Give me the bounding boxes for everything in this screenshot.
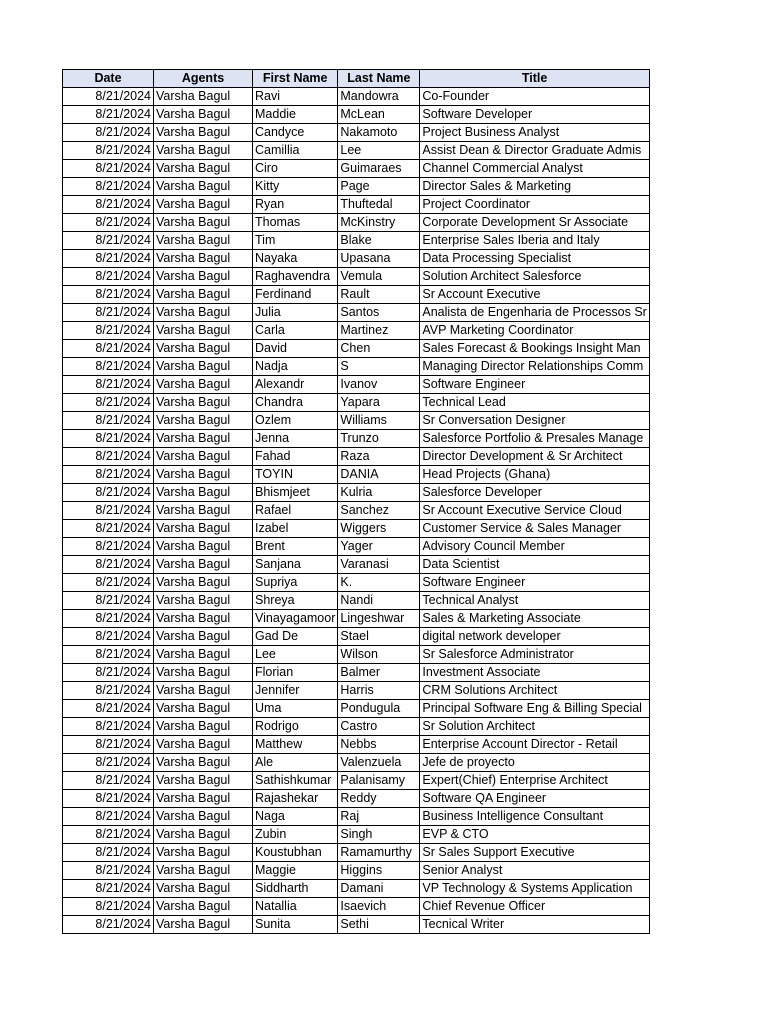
date-cell[interactable]: 8/21/2024	[63, 628, 154, 646]
last-name-cell[interactable]: Sethi	[338, 916, 420, 934]
date-cell[interactable]: 8/21/2024	[63, 106, 154, 124]
title-cell[interactable]: Sr Salesforce Administrator	[420, 646, 649, 664]
title-cell[interactable]: Principal Software Eng & Billing Special	[420, 700, 649, 718]
first-name-cell[interactable]: Nadja	[253, 358, 338, 376]
title-cell[interactable]: Solution Architect Salesforce	[420, 268, 649, 286]
last-name-cell[interactable]: Castro	[338, 718, 420, 736]
table-row	[63, 646, 650, 664]
date-cell[interactable]: 8/21/2024	[63, 790, 154, 808]
last-name-cell[interactable]: Nakamoto	[338, 124, 420, 142]
first-name-cell[interactable]: Lee	[253, 646, 338, 664]
agent-cell[interactable]: Varsha Bagul	[154, 898, 253, 916]
date-cell[interactable]: 8/21/2024	[63, 466, 154, 484]
title-cell[interactable]: Software Developer	[420, 106, 649, 124]
table-row	[63, 502, 650, 520]
title-cell[interactable]: Software Engineer	[420, 574, 649, 592]
first-name-cell[interactable]: Nayaka	[253, 250, 338, 268]
agent-cell[interactable]: Varsha Bagul	[154, 862, 253, 880]
last-name-cell[interactable]: Stael	[338, 628, 420, 646]
table-row	[63, 538, 650, 556]
first-name-cell[interactable]: Chandra	[253, 394, 338, 412]
first-name-cell[interactable]: Sanjana	[253, 556, 338, 574]
first-name-cell[interactable]: Ravi	[253, 88, 338, 106]
date-cell[interactable]: 8/21/2024	[63, 124, 154, 142]
last-name-cell[interactable]: Rault	[338, 286, 420, 304]
agent-cell[interactable]: Varsha Bagul	[154, 142, 253, 160]
table-row	[63, 574, 650, 592]
first-name-cell[interactable]: Siddharth	[253, 880, 338, 898]
column-header-title[interactable]: Title	[420, 70, 649, 88]
last-name-cell[interactable]: Wilson	[338, 646, 420, 664]
last-name-cell[interactable]: Sanchez	[338, 502, 420, 520]
date-cell[interactable]: 8/21/2024	[63, 268, 154, 286]
date-cell[interactable]: 8/21/2024	[63, 772, 154, 790]
first-name-cell[interactable]: Julia	[253, 304, 338, 322]
title-cell[interactable]: Analista de Engenharia de Processos Sr	[420, 304, 649, 322]
first-name-cell[interactable]: Candyce	[253, 124, 338, 142]
date-cell[interactable]: 8/21/2024	[63, 502, 154, 520]
first-name-cell[interactable]: Ferdinand	[253, 286, 338, 304]
table-row	[63, 142, 650, 160]
table-row	[63, 466, 650, 484]
last-name-cell[interactable]: Nebbs	[338, 736, 420, 754]
last-name-cell[interactable]: Guimaraes	[338, 160, 420, 178]
table-row	[63, 358, 650, 376]
date-cell[interactable]: 8/21/2024	[63, 574, 154, 592]
last-name-cell[interactable]: Pondugula	[338, 700, 420, 718]
agent-cell[interactable]: Varsha Bagul	[154, 124, 253, 142]
date-cell[interactable]: 8/21/2024	[63, 916, 154, 934]
table-row	[63, 232, 650, 250]
title-cell[interactable]: Investment Associate	[420, 664, 649, 682]
first-name-cell[interactable]: Supriya	[253, 574, 338, 592]
table-row	[63, 808, 650, 826]
first-name-cell[interactable]: Tim	[253, 232, 338, 250]
title-cell[interactable]: Software Engineer	[420, 376, 649, 394]
table-row	[63, 178, 650, 196]
table-row	[63, 250, 650, 268]
table-row	[63, 124, 650, 142]
date-cell[interactable]: 8/21/2024	[63, 358, 154, 376]
agent-cell[interactable]: Varsha Bagul	[154, 664, 253, 682]
first-name-cell[interactable]: Natallia	[253, 898, 338, 916]
table-row	[63, 682, 650, 700]
date-cell[interactable]: 8/21/2024	[63, 304, 154, 322]
table-row	[63, 430, 650, 448]
table-row	[63, 106, 650, 124]
date-cell[interactable]: 8/21/2024	[63, 484, 154, 502]
table-row	[63, 88, 650, 106]
header-row	[63, 70, 650, 88]
date-cell[interactable]: 8/21/2024	[63, 430, 154, 448]
date-cell[interactable]: 8/21/2024	[63, 556, 154, 574]
last-name-cell[interactable]: Ivanov	[338, 376, 420, 394]
last-name-cell[interactable]: McLean	[338, 106, 420, 124]
first-name-cell[interactable]: David	[253, 340, 338, 358]
title-cell[interactable]: Chief Revenue Officer	[420, 898, 649, 916]
last-name-cell[interactable]: S	[338, 358, 420, 376]
first-name-cell[interactable]: Jenna	[253, 430, 338, 448]
date-cell[interactable]: 8/21/2024	[63, 538, 154, 556]
last-name-cell[interactable]: Ramamurthy	[338, 844, 420, 862]
table-row	[63, 412, 650, 430]
date-cell[interactable]: 8/21/2024	[63, 196, 154, 214]
date-cell[interactable]: 8/21/2024	[63, 808, 154, 826]
agent-cell[interactable]: Varsha Bagul	[154, 538, 253, 556]
agent-cell[interactable]: Varsha Bagul	[154, 718, 253, 736]
table-row	[63, 448, 650, 466]
agent-cell[interactable]: Varsha Bagul	[154, 772, 253, 790]
date-cell[interactable]: 8/21/2024	[63, 664, 154, 682]
date-cell[interactable]: 8/21/2024	[63, 880, 154, 898]
first-name-cell[interactable]: Ozlem	[253, 412, 338, 430]
title-cell[interactable]: VP Technology & Systems Application	[420, 880, 649, 898]
agent-cell[interactable]: Varsha Bagul	[154, 880, 253, 898]
first-name-cell[interactable]: Florian	[253, 664, 338, 682]
date-cell[interactable]: 8/21/2024	[63, 394, 154, 412]
date-cell[interactable]: 8/21/2024	[63, 610, 154, 628]
first-name-cell[interactable]: Fahad	[253, 448, 338, 466]
table-row	[63, 196, 650, 214]
title-cell[interactable]: Enterprise Account Director - Retail	[420, 736, 649, 754]
title-cell[interactable]: Salesforce Portfolio & Presales Manage	[420, 430, 649, 448]
agent-cell[interactable]: Varsha Bagul	[154, 268, 253, 286]
table-row	[63, 376, 650, 394]
date-cell[interactable]: 8/21/2024	[63, 448, 154, 466]
first-name-cell[interactable]: Maggie	[253, 862, 338, 880]
title-cell[interactable]: Enterprise Sales Iberia and Italy	[420, 232, 649, 250]
title-cell[interactable]: Project Business Analyst	[420, 124, 649, 142]
date-cell[interactable]: 8/21/2024	[63, 826, 154, 844]
column-header-last-name[interactable]: Last Name	[338, 70, 420, 88]
date-cell[interactable]: 8/21/2024	[63, 736, 154, 754]
first-name-cell[interactable]: Raghavendra	[253, 268, 338, 286]
title-cell[interactable]: Data Processing Specialist	[420, 250, 649, 268]
first-name-cell[interactable]: Ale	[253, 754, 338, 772]
table-row	[63, 610, 650, 628]
agent-cell[interactable]: Varsha Bagul	[154, 484, 253, 502]
contacts-table	[62, 69, 650, 934]
first-name-cell[interactable]: Uma	[253, 700, 338, 718]
last-name-cell[interactable]: Harris	[338, 682, 420, 700]
agent-cell[interactable]: Varsha Bagul	[154, 610, 253, 628]
agent-cell[interactable]: Varsha Bagul	[154, 106, 253, 124]
date-cell[interactable]: 8/21/2024	[63, 412, 154, 430]
first-name-cell[interactable]: Vinayagamoor	[253, 610, 338, 628]
agent-cell[interactable]: Varsha Bagul	[154, 754, 253, 772]
first-name-cell[interactable]: Alexandr	[253, 376, 338, 394]
agent-cell[interactable]: Varsha Bagul	[154, 808, 253, 826]
agent-cell[interactable]: Varsha Bagul	[154, 502, 253, 520]
date-cell[interactable]: 8/21/2024	[63, 754, 154, 772]
first-name-cell[interactable]: Naga	[253, 808, 338, 826]
table-row	[63, 664, 650, 682]
title-cell[interactable]: Head Projects (Ghana)	[420, 466, 649, 484]
title-cell[interactable]: Expert(Chief) Enterprise Architect	[420, 772, 649, 790]
date-cell[interactable]: 8/21/2024	[63, 862, 154, 880]
title-cell[interactable]: Director Sales & Marketing	[420, 178, 649, 196]
agent-cell[interactable]: Varsha Bagul	[154, 844, 253, 862]
column-header-first-name[interactable]: First Name	[253, 70, 338, 88]
first-name-cell[interactable]: Rodrigo	[253, 718, 338, 736]
last-name-cell[interactable]: Higgins	[338, 862, 420, 880]
last-name-cell[interactable]: K.	[338, 574, 420, 592]
table-row	[63, 916, 650, 934]
last-name-cell[interactable]: Varanasi	[338, 556, 420, 574]
table-row	[63, 268, 650, 286]
last-name-cell[interactable]: McKinstry	[338, 214, 420, 232]
table-row	[63, 286, 650, 304]
table-row	[63, 736, 650, 754]
agent-cell[interactable]: Varsha Bagul	[154, 556, 253, 574]
first-name-cell[interactable]: Gad De	[253, 628, 338, 646]
first-name-cell[interactable]: Thomas	[253, 214, 338, 232]
agent-cell[interactable]: Varsha Bagul	[154, 178, 253, 196]
title-cell[interactable]: Business Intelligence Consultant	[420, 808, 649, 826]
last-name-cell[interactable]: Valenzuela	[338, 754, 420, 772]
title-cell[interactable]: Software QA Engineer	[420, 790, 649, 808]
table-row	[63, 790, 650, 808]
title-cell[interactable]: Co-Founder	[420, 88, 649, 106]
first-name-cell[interactable]: Bhismjeet	[253, 484, 338, 502]
title-cell[interactable]: Sales Forecast & Bookings Insight Man	[420, 340, 649, 358]
agent-cell[interactable]: Varsha Bagul	[154, 340, 253, 358]
last-name-cell[interactable]: Isaevich	[338, 898, 420, 916]
agent-cell[interactable]: Varsha Bagul	[154, 466, 253, 484]
table-row	[63, 700, 650, 718]
last-name-cell[interactable]: Upasana	[338, 250, 420, 268]
title-cell[interactable]: Sr Solution Architect	[420, 718, 649, 736]
date-cell[interactable]: 8/21/2024	[63, 718, 154, 736]
first-name-cell[interactable]: Matthew	[253, 736, 338, 754]
first-name-cell[interactable]: Zubin	[253, 826, 338, 844]
table-row	[63, 214, 650, 232]
agent-cell[interactable]: Varsha Bagul	[154, 574, 253, 592]
date-cell[interactable]: 8/21/2024	[63, 376, 154, 394]
date-cell[interactable]: 8/21/2024	[63, 88, 154, 106]
agent-cell[interactable]: Varsha Bagul	[154, 304, 253, 322]
title-cell[interactable]: Managing Director Relationships Comm	[420, 358, 649, 376]
last-name-cell[interactable]: Santos	[338, 304, 420, 322]
agent-cell[interactable]: Varsha Bagul	[154, 250, 253, 268]
agent-cell[interactable]: Varsha Bagul	[154, 394, 253, 412]
title-cell[interactable]: digital network developer	[420, 628, 649, 646]
last-name-cell[interactable]: Chen	[338, 340, 420, 358]
title-cell[interactable]: Channel Commercial Analyst	[420, 160, 649, 178]
first-name-cell[interactable]: Sunita	[253, 916, 338, 934]
agent-cell[interactable]: Varsha Bagul	[154, 412, 253, 430]
table-row	[63, 862, 650, 880]
last-name-cell[interactable]: Raza	[338, 448, 420, 466]
last-name-cell[interactable]: Lingeshwar	[338, 610, 420, 628]
title-cell[interactable]: Advisory Council Member	[420, 538, 649, 556]
first-name-cell[interactable]: Kitty	[253, 178, 338, 196]
last-name-cell[interactable]: Thuftedal	[338, 196, 420, 214]
title-cell[interactable]: AVP Marketing Coordinator	[420, 322, 649, 340]
first-name-cell[interactable]: TOYIN	[253, 466, 338, 484]
agent-cell[interactable]: Varsha Bagul	[154, 196, 253, 214]
title-cell[interactable]: Data Scientist	[420, 556, 649, 574]
first-name-cell[interactable]: Maddie	[253, 106, 338, 124]
table-row	[63, 340, 650, 358]
date-cell[interactable]: 8/21/2024	[63, 250, 154, 268]
title-cell[interactable]: Sr Conversation Designer	[420, 412, 649, 430]
title-cell[interactable]: Customer Service & Sales Manager	[420, 520, 649, 538]
date-cell[interactable]: 8/21/2024	[63, 340, 154, 358]
first-name-cell[interactable]: Ciro	[253, 160, 338, 178]
title-cell[interactable]: Sr Sales Support Executive	[420, 844, 649, 862]
date-cell[interactable]: 8/21/2024	[63, 232, 154, 250]
agent-cell[interactable]: Varsha Bagul	[154, 682, 253, 700]
last-name-cell[interactable]: Lee	[338, 142, 420, 160]
last-name-cell[interactable]: Nandi	[338, 592, 420, 610]
title-cell[interactable]: Sr Account Executive Service Cloud	[420, 502, 649, 520]
agent-cell[interactable]: Varsha Bagul	[154, 232, 253, 250]
last-name-cell[interactable]: Martinez	[338, 322, 420, 340]
table-row	[63, 592, 650, 610]
last-name-cell[interactable]: Vemula	[338, 268, 420, 286]
date-cell[interactable]: 8/21/2024	[63, 178, 154, 196]
first-name-cell[interactable]: Izabel	[253, 520, 338, 538]
table-row	[63, 772, 650, 790]
agent-cell[interactable]: Varsha Bagul	[154, 358, 253, 376]
first-name-cell[interactable]: Rajashekar	[253, 790, 338, 808]
date-cell[interactable]: 8/21/2024	[63, 160, 154, 178]
table-row	[63, 484, 650, 502]
agent-cell[interactable]: Varsha Bagul	[154, 700, 253, 718]
title-cell[interactable]: Director Development & Sr Architect	[420, 448, 649, 466]
table-row	[63, 718, 650, 736]
date-cell[interactable]: 8/21/2024	[63, 322, 154, 340]
table-row	[63, 754, 650, 772]
first-name-cell[interactable]: Rafael	[253, 502, 338, 520]
date-cell[interactable]: 8/21/2024	[63, 898, 154, 916]
agent-cell[interactable]: Varsha Bagul	[154, 430, 253, 448]
last-name-cell[interactable]: Page	[338, 178, 420, 196]
date-cell[interactable]: 8/21/2024	[63, 592, 154, 610]
agent-cell[interactable]: Varsha Bagul	[154, 376, 253, 394]
date-cell[interactable]: 8/21/2024	[63, 214, 154, 232]
title-cell[interactable]: Salesforce Developer	[420, 484, 649, 502]
last-name-cell[interactable]: Trunzo	[338, 430, 420, 448]
title-cell[interactable]: Sr Account Executive	[420, 286, 649, 304]
first-name-cell[interactable]: Brent	[253, 538, 338, 556]
agent-cell[interactable]: Varsha Bagul	[154, 322, 253, 340]
date-cell[interactable]: 8/21/2024	[63, 700, 154, 718]
table-row	[63, 394, 650, 412]
date-cell[interactable]: 8/21/2024	[63, 646, 154, 664]
last-name-cell[interactable]: Palanisamy	[338, 772, 420, 790]
date-cell[interactable]: 8/21/2024	[63, 520, 154, 538]
table-row	[63, 304, 650, 322]
agent-cell[interactable]: Varsha Bagul	[154, 790, 253, 808]
title-cell[interactable]: Senior Analyst	[420, 862, 649, 880]
agent-cell[interactable]: Varsha Bagul	[154, 736, 253, 754]
agent-cell[interactable]: Varsha Bagul	[154, 916, 253, 934]
agent-cell[interactable]: Varsha Bagul	[154, 160, 253, 178]
table-row	[63, 628, 650, 646]
last-name-cell[interactable]: Yapara	[338, 394, 420, 412]
last-name-cell[interactable]: Damani	[338, 880, 420, 898]
table-row	[63, 898, 650, 916]
title-cell[interactable]: Technical Lead	[420, 394, 649, 412]
last-name-cell[interactable]: DANIA	[338, 466, 420, 484]
first-name-cell[interactable]: Ryan	[253, 196, 338, 214]
title-cell[interactable]: Jefe de proyecto	[420, 754, 649, 772]
table-row	[63, 520, 650, 538]
first-name-cell[interactable]: Jennifer	[253, 682, 338, 700]
agent-cell[interactable]: Varsha Bagul	[154, 88, 253, 106]
first-name-cell[interactable]: Sathishkumar	[253, 772, 338, 790]
table-row	[63, 322, 650, 340]
title-cell[interactable]: CRM Solutions Architect	[420, 682, 649, 700]
agent-cell[interactable]: Varsha Bagul	[154, 826, 253, 844]
title-cell[interactable]: Technical Analyst	[420, 592, 649, 610]
title-cell[interactable]: EVP & CTO	[420, 826, 649, 844]
title-cell[interactable]: Corporate Development Sr Associate	[420, 214, 649, 232]
table-row	[63, 844, 650, 862]
agent-cell[interactable]: Varsha Bagul	[154, 646, 253, 664]
date-cell[interactable]: 8/21/2024	[63, 286, 154, 304]
last-name-cell[interactable]: Mandowra	[338, 88, 420, 106]
agent-cell[interactable]: Varsha Bagul	[154, 592, 253, 610]
title-cell[interactable]: Assist Dean & Director Graduate Admis	[420, 142, 649, 160]
agent-cell[interactable]: Varsha Bagul	[154, 448, 253, 466]
last-name-cell[interactable]: Yager	[338, 538, 420, 556]
first-name-cell[interactable]: Shreya	[253, 592, 338, 610]
first-name-cell[interactable]: Koustubhan	[253, 844, 338, 862]
last-name-cell[interactable]: Wiggers	[338, 520, 420, 538]
last-name-cell[interactable]: Blake	[338, 232, 420, 250]
table-row	[63, 826, 650, 844]
table-body	[63, 88, 650, 934]
title-cell[interactable]: Project Coordinator	[420, 196, 649, 214]
last-name-cell[interactable]: Kulria	[338, 484, 420, 502]
agent-cell[interactable]: Varsha Bagul	[154, 628, 253, 646]
table-row	[63, 880, 650, 898]
last-name-cell[interactable]: Balmer	[338, 664, 420, 682]
last-name-cell[interactable]: Reddy	[338, 790, 420, 808]
column-header-date[interactable]: Date	[63, 70, 154, 88]
agent-cell[interactable]: Varsha Bagul	[154, 214, 253, 232]
first-name-cell[interactable]: Camillia	[253, 142, 338, 160]
last-name-cell[interactable]: Williams	[338, 412, 420, 430]
last-name-cell[interactable]: Singh	[338, 826, 420, 844]
column-header-agents[interactable]: Agents	[154, 70, 253, 88]
last-name-cell[interactable]: Raj	[338, 808, 420, 826]
table-row	[63, 556, 650, 574]
date-cell[interactable]: 8/21/2024	[63, 682, 154, 700]
table-row	[63, 160, 650, 178]
title-cell[interactable]: Tecnical Writer	[420, 916, 649, 934]
agent-cell[interactable]: Varsha Bagul	[154, 520, 253, 538]
date-cell[interactable]: 8/21/2024	[63, 844, 154, 862]
date-cell[interactable]: 8/21/2024	[63, 142, 154, 160]
agent-cell[interactable]: Varsha Bagul	[154, 286, 253, 304]
first-name-cell[interactable]: Carla	[253, 322, 338, 340]
title-cell[interactable]: Sales & Marketing Associate	[420, 610, 649, 628]
